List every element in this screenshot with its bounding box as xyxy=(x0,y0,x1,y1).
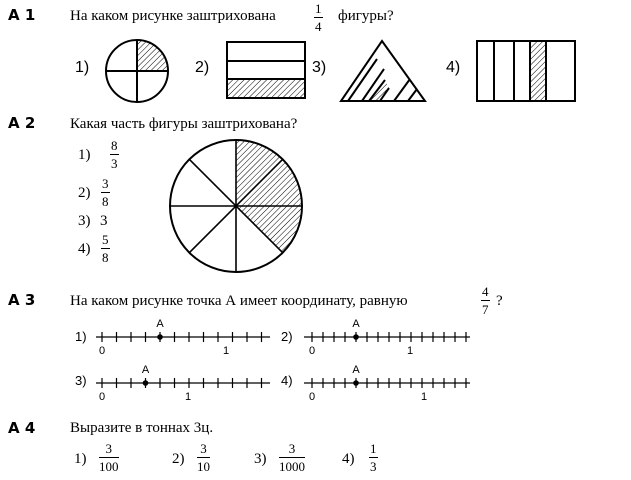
a1-option-3: 3) xyxy=(312,59,327,76)
a4-question-text: Выразите в тоннах 3ц. xyxy=(70,420,214,436)
a3-number-line-4 xyxy=(302,360,472,406)
a4-option-4-fraction xyxy=(369,442,378,473)
a1-figure-circle-quarter xyxy=(104,38,170,104)
a4-option-1: 1) xyxy=(74,451,87,467)
a2-opt2-num: 3 xyxy=(102,176,109,191)
a4-option-2: 2) xyxy=(172,451,185,467)
a4-opt2-num: 3 xyxy=(197,442,210,458)
svg-text:0: 0 xyxy=(98,345,106,357)
svg-text:0: 0 xyxy=(98,391,106,403)
a4-opt1-num: 3 xyxy=(99,442,119,458)
a3-option-3: 3) xyxy=(75,373,87,388)
a1-fraction-num: 1 xyxy=(315,1,322,16)
a1-figure-rectangle-columns xyxy=(476,40,576,102)
a1-figure-rectangle-bands xyxy=(226,41,306,99)
a1-option-1: 1) xyxy=(75,59,90,76)
a3-question-text: На каком рисунке точка А имеет координату, равную xyxy=(70,293,408,309)
a4-option-4: 4) xyxy=(342,451,355,467)
a4-opt3-den: 1000 xyxy=(279,459,305,474)
problem-a1-label: А 1 xyxy=(8,6,36,24)
a2-opt1-den: 3 xyxy=(111,156,118,171)
a2-option-2: 2) xyxy=(78,185,91,201)
svg-text:А: А xyxy=(141,364,150,376)
a4-option-3-fraction xyxy=(279,442,305,473)
a1-question-text: На каком рисунке заштрихована xyxy=(70,8,276,24)
a3-option-1: 1) xyxy=(75,329,87,344)
a3-option-2: 2) xyxy=(281,329,293,344)
a4-opt3-num: 3 xyxy=(279,442,305,458)
a4-opt2-den: 10 xyxy=(197,459,210,474)
a2-option-2-fraction xyxy=(101,177,110,208)
a2-option-1-fraction xyxy=(110,139,119,170)
a3-fraction-num: 4 xyxy=(482,284,489,299)
a1-option-2: 2) xyxy=(195,59,210,76)
svg-text:1: 1 xyxy=(222,345,230,357)
svg-text:1: 1 xyxy=(406,345,414,357)
a2-option-4: 4) xyxy=(78,241,91,257)
a1-fraction-den: 4 xyxy=(315,19,322,34)
a2-option-1: 1) xyxy=(78,147,91,163)
a3-number-line-2 xyxy=(302,314,472,360)
a4-option-2-fraction xyxy=(197,442,210,473)
a4-option-1-fraction xyxy=(99,442,119,473)
svg-text:0: 0 xyxy=(308,391,316,403)
a2-question-text: Какая часть фигуры заштрихована? xyxy=(70,116,298,132)
a4-opt4-den: 3 xyxy=(370,459,377,474)
a2-opt4-den: 8 xyxy=(102,250,109,265)
a2-figure-circle-eight-sectors xyxy=(168,138,304,274)
svg-text:А: А xyxy=(352,318,360,330)
a2-opt1-num: 8 xyxy=(111,138,118,153)
a1-question-end: фигуры? xyxy=(338,8,394,24)
a3-number-line-1 xyxy=(94,314,274,360)
a3-option-4: 4) xyxy=(281,373,293,388)
a2-opt2-den: 8 xyxy=(102,194,109,209)
svg-text:1: 1 xyxy=(420,391,428,403)
a2-option-3-value: 3 xyxy=(100,213,108,229)
problem-a2-label: А 2 xyxy=(8,114,36,132)
a2-option-3: 3) xyxy=(78,213,91,229)
a3-question-end: ? xyxy=(496,293,503,309)
a2-option-4-fraction xyxy=(101,233,110,264)
a1-option-4: 4) xyxy=(446,59,461,76)
svg-text:0: 0 xyxy=(308,345,316,357)
a3-number-line-3 xyxy=(94,360,274,406)
a1-fraction xyxy=(314,2,323,33)
a3-fraction xyxy=(481,285,490,316)
a4-option-3: 3) xyxy=(254,451,267,467)
svg-text:А: А xyxy=(156,318,164,330)
a3-fraction-den: 7 xyxy=(482,302,489,317)
svg-text:1: 1 xyxy=(184,391,192,403)
a1-figure-triangle-stripes xyxy=(340,40,426,102)
problem-a3-label: А 3 xyxy=(8,291,36,309)
a4-opt4-num: 1 xyxy=(370,441,377,456)
a2-opt4-num: 5 xyxy=(102,232,109,247)
a4-opt1-den: 100 xyxy=(99,459,119,474)
problem-a4-label: А 4 xyxy=(8,419,36,437)
svg-text:А: А xyxy=(352,364,360,376)
